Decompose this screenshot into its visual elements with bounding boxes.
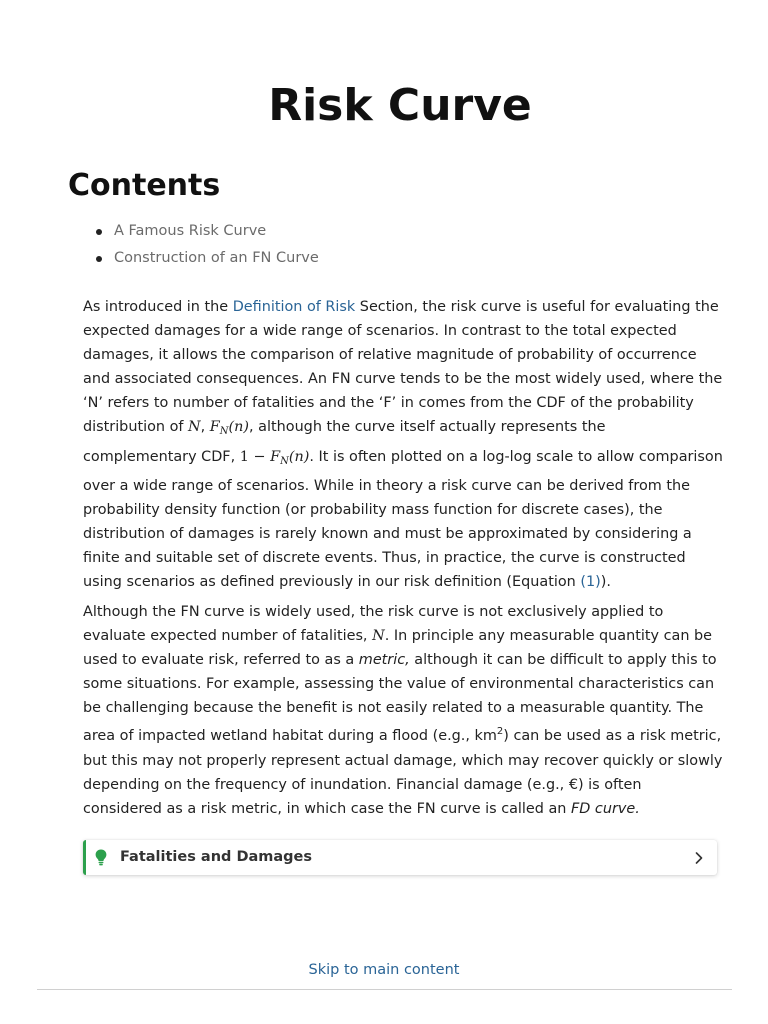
math-n: N (372, 628, 385, 645)
math-subscript: N (280, 455, 289, 467)
skip-to-main-content-link[interactable]: Skip to main content (308, 962, 460, 978)
toc-item (68, 246, 319, 273)
text: . It is often plotted on a log-log scale to allow comparison over a wide range of scenarios. While in theory a risk curve can be derived from the probability density function (or probability mass function for discrete cases), the distribution of damages is rarely known and must be approximated by considering a finite and suitable set of discrete events. Thus, in practice, the curve is constructed using scenarios as defined previously in our risk definition (Equation (83, 448, 723, 591)
text: As introduced in the (83, 299, 233, 315)
link-definition-of-risk[interactable]: Definition of Risk (232, 299, 356, 315)
page-title: Risk Curve (268, 80, 532, 131)
table-of-contents (68, 219, 319, 273)
text: , although the curve itself actually represents the complementary CDF, (83, 419, 606, 465)
paragraph-risk-curve-intro (83, 295, 723, 594)
emphasis-metric: metric, (358, 652, 410, 669)
math-symbol: 1 − (239, 448, 271, 465)
text: ). (600, 574, 611, 591)
toc-item (68, 219, 319, 246)
math-symbol: F (209, 419, 220, 436)
math-argument: (n) (288, 448, 310, 465)
math-n: N (188, 419, 201, 436)
paragraph-risk-metric (83, 600, 723, 821)
math-subscript: N (219, 426, 229, 438)
chevron-right-icon (695, 852, 703, 864)
text: although it can be difficult to apply this to some situations. For example, assessing the value of environmental characteristics can be challenging because the benefit is not easily related to a measurable quantity. The area of impacted wetland habitat during a flood (e.g., km (83, 652, 717, 745)
math-complementary-cdf (240, 449, 310, 465)
link-equation-1[interactable]: (1) (580, 574, 601, 591)
superscript: 2 (496, 726, 504, 738)
text: . In principle any measurable quantity can be used to evaluate risk, referred to as a (83, 628, 713, 669)
emphasis-fd-curve: FD curve. (571, 800, 640, 817)
text: , (200, 419, 210, 436)
toc-link-construction-fn-curve[interactable]: Construction of an FN Curve (114, 250, 319, 266)
text: Section, the risk curve is useful for evaluating the expected damages for a wide range of scenarios. In contrast to the total expected damages, it allows the comparison of relative magnitude of probability of occurrence and associated consequences. An FN curve tends to be the most widely used, where the ‘N’ refers to number of fatalities and the ‘F’ in comes from the CDF of the probability distribution of (83, 299, 723, 436)
text: ) can be used as a risk metric, but this may not properly represent actual damage, which may recover quickly or slowly depending on the frequency of inundation. Financial damage (e.g., €) is often considered as a risk metric, in which case the FN curve is called an (83, 728, 723, 817)
lightbulb-icon (95, 849, 107, 866)
contents-heading: Contents (68, 168, 221, 203)
text: Although the FN curve is widely used, the risk curve is not exclusively applied to evaluate expected number of fatalities, (83, 604, 664, 645)
math-argument: (n) (228, 419, 250, 436)
admonition-dropdown-fatalities-damages[interactable] (83, 840, 717, 875)
toc-link-famous-risk-curve[interactable]: A Famous Risk Curve (114, 223, 267, 239)
footer-divider (37, 989, 732, 990)
math-symbol: F (270, 448, 281, 465)
math-fn (209, 419, 250, 438)
admonition-title: Fatalities and Damages (120, 849, 313, 865)
